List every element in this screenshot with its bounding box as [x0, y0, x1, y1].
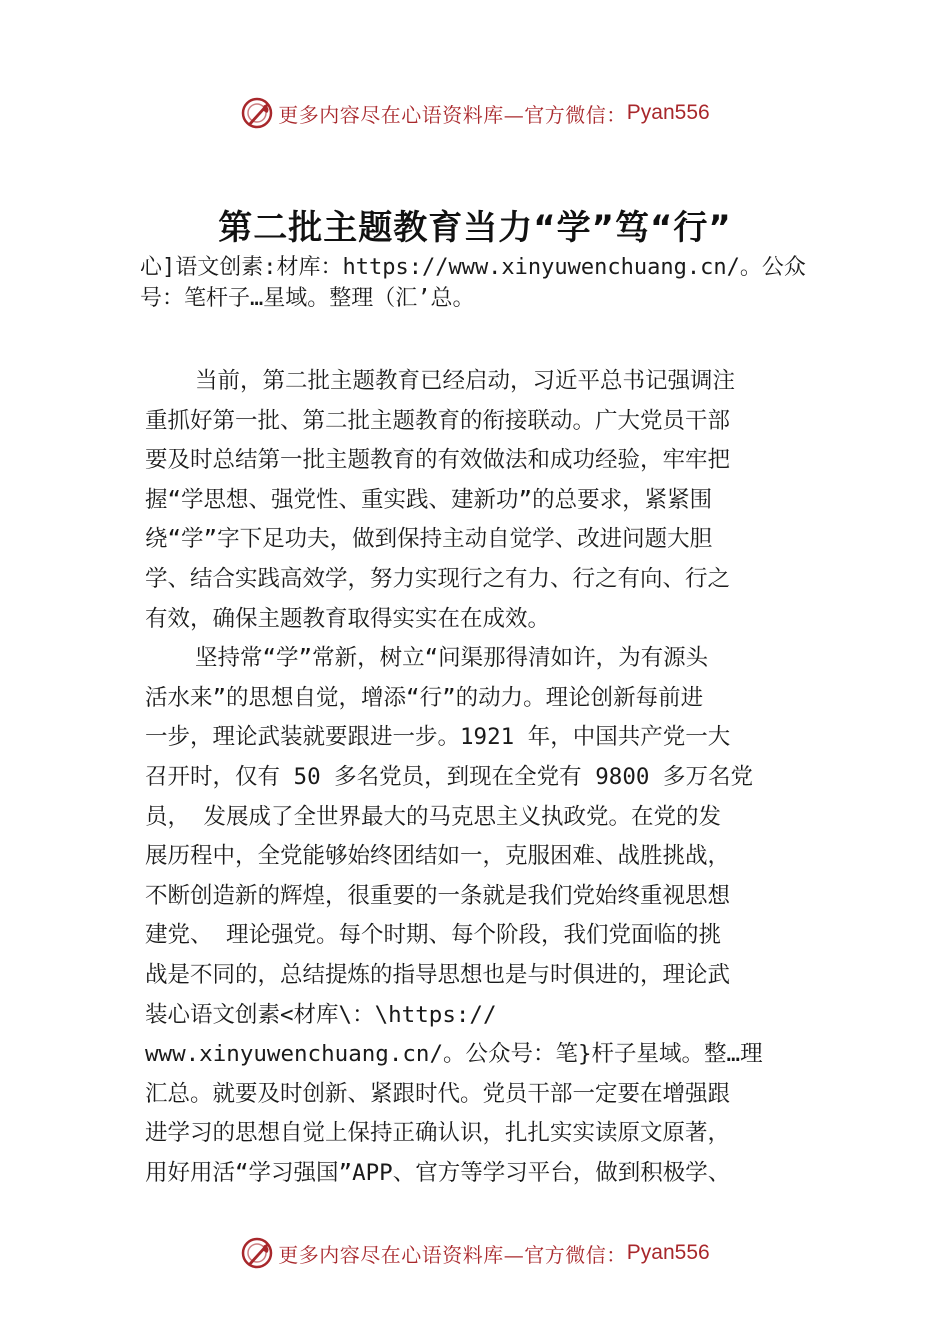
body-line: 建党、 理论强党。每个时期、每个阶段，我们党面临的挑 [145, 922, 722, 949]
body-line: 一步，理论武装就要跟进一步。1921 年，中国共产党一大 [145, 724, 731, 751]
document-title: 第二批主题教育当力“学”笃“行” [218, 208, 732, 248]
source-note-line: 心]语文创素:材库：https://www.xinyuwenchuang.cn/。公众 [140, 255, 806, 280]
wechat-id: Pyan556 [626, 1241, 710, 1264]
source-note [140, 252, 830, 314]
body-line: 用好用活“学习强国”APP、官方等学习平台，做到积极学、 [145, 1159, 731, 1186]
body-line: 不断创造新的辉煌，很重要的一条就是我们党始终重视思想 [145, 882, 731, 909]
body-line: 进学习的思想自觉上保持正确认识，扎扎实实读原文原著， [145, 1120, 731, 1147]
banner-text: 更多内容尽在心语资料库—官方微信： [278, 102, 627, 127]
body-line: 坚持常“学”常新，树立“问渠那得清如许，为有源头 [195, 645, 709, 672]
body-line: 绕“学”字下足功夫，做到保持主动自觉学、改进问题大胆 [145, 526, 713, 553]
body-line: 汇总。就要及时创新、紧跟时代。党员干部一定要在增强跟 [145, 1080, 731, 1107]
source-note-line: 号：笔杆子…星域。整理（汇’总。 [140, 286, 475, 311]
body-line: 展历程中，全党能够始终团结如一，克服困难、战胜挑战， [145, 843, 731, 870]
wechat-id: Pyan556 [626, 101, 710, 124]
quill-logo-icon [240, 1236, 274, 1270]
footer-banner [0, 1233, 950, 1273]
body-line: 学、结合实践高效学，努力实现行之有力、行之有向、行之 [145, 565, 731, 592]
body-line: 握“学思想、强党性、重实践、建新功”的总要求，紧紧围 [145, 486, 713, 513]
body-line: 装心语文创素<材库\：\https:// [145, 1001, 497, 1028]
body-line: 召开时，仅有 50 多名党员，到现在全党有 9800 多万名党 [145, 763, 753, 790]
body-line: 战是不同的，总结提炼的指导思想也是与时俱进的，理论武 [145, 961, 731, 988]
header-banner [0, 93, 950, 133]
body-line: 员， 发展成了全世界最大的马克思主义执政党。在党的发 [145, 803, 722, 830]
banner-text: 更多内容尽在心语资料库—官方微信： [278, 1242, 627, 1267]
body-line: 活水来”的思想自觉，增添“行”的动力。理论创新每前进 [145, 684, 704, 711]
body-line: 有效，确保主题教育取得实实在在成效。 [145, 605, 551, 632]
body-line: 要及时总结第一批主题教育的有效做法和成功经验，牢牢把 [145, 447, 731, 474]
body-line: 当前，第二批主题教育已经启动，习近平总书记强调注 [195, 368, 736, 394]
document-body [145, 362, 815, 1193]
quill-logo-icon [240, 96, 274, 130]
body-line: 重抓好第一批、第二批主题教育的衔接联动。广大党员干部 [145, 407, 731, 434]
body-line: www.xinyuwenchuang.cn/。公众号：笔}杆子星域。整…理 [145, 1041, 763, 1068]
